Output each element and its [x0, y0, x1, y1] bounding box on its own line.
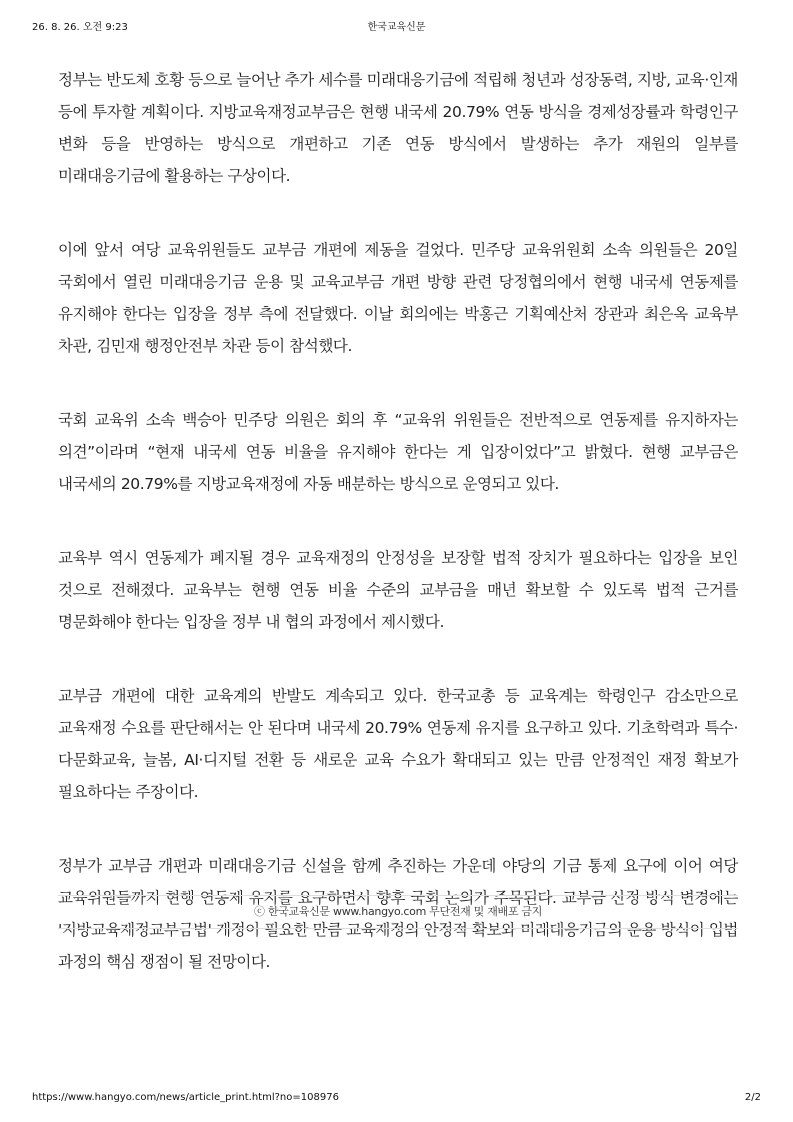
page-number: 2/2: [744, 1092, 761, 1103]
article-paragraph-1: 정부는 반도체 호황 등으로 늘어난 추가 세수를 미래대응기금에 적립해 청년과 성장동력, 지방, 교육·인재 등에 투자할 계획이다. 지방교육재정교부금은 현행 내국세 20.79% 연동 방식을 경제성장률과 학령인구 변화 등을 반영하는 방식으로 개편하고 기존 연동 방식에서 발생하는 추가 재원의 일부를 미래대응기금에 활용하는 구상이다.: [58, 71, 738, 185]
article-paragraph-2: 이에 앞서 여당 교육위원들도 교부금 개편에 제동을 걸었다. 민주당 교육위원회 소속 의원들은 20일 국회에서 열린 미래대응기금 운용 및 교육교부금 개편 방향 관련 당정협의에서 현행 내국세 연동제를 유지해야 한다는 입장을 정부 측에 전달했다. 이날 회의에는 박홍근 기획예산처 장관과 최은옥 교육부 차관, 김민재 행정안전부 차관 등이 참석했다.: [58, 241, 738, 355]
print-site-name: 한국교육신문: [367, 22, 426, 33]
article-body: [58, 64, 738, 978]
article-paragraph-6: 정부가 교부금 개편과 미래대응기금 신설을 함께 추진하는 가운데 야당의 기금 통제 요구에 이어 여당 교육위원들까지 현행 연동제 유지를 요구하면서 향후 국회 논의가 주목된다. 교부금 산정 방식 변경에는 '지방교육재정교부금법' 개정이 필요한 만큼 교육재정의 안정적 확보와 미래대응기금의 운용 방식이 입법 과정의 핵심 쟁점이 될 전망이다.: [58, 857, 738, 971]
article-paragraph-5: 교부금 개편에 대한 교육계의 반발도 계속되고 있다. 한국교총 등 교육계는 학령인구 감소만으로 교육재정 수요를 판단해서는 안 된다며 내국세 20.79% 연동제 유지를 요구하고 있다. 기초학력과 특수·다문화교육, 늘봄, AI·디지털 전환 등 새로운 교육 수요가 확대되고 있는 만큼 안정적인 재정 확보가 필요하다는 주장이다.: [58, 687, 738, 801]
print-datetime: 26. 8. 26. 오전 9:23: [32, 22, 128, 33]
article-paragraph-3: 국회 교육위 소속 백승아 민주당 의원은 회의 후 “교육위 위원들은 전반적으로 연동제를 유지하자는 의견”이라며 “현재 내국세 연동 비율을 유지해야 한다는 게 입장이었다”고 밝혔다. 현행 교부금은 내국세의 20.79%를 지방교육재정에 자동 배분하는 방식으로 운영되고 있다.: [58, 411, 738, 493]
print-url: https://www.hangyo.com/news/article_print.html?no=108976: [32, 1092, 339, 1103]
copyright-notice: ⓒ 한국교육신문 www.hangyo.com 무단전재 및 재배포 금지: [58, 895, 738, 929]
article-paragraph-4: 교육부 역시 연동제가 폐지될 경우 교육재정의 안정성을 보장할 법적 장치가 필요하다는 입장을 보인 것으로 전해졌다. 교육부는 현행 연동 비율 수준의 교부금을 매년 확보할 수 있도록 법적 근거를 명문화해야 한다는 입장을 정부 내 협의 과정에서 제시했다.: [58, 549, 738, 631]
print-header: [32, 20, 761, 36]
print-footer: [32, 1090, 761, 1106]
